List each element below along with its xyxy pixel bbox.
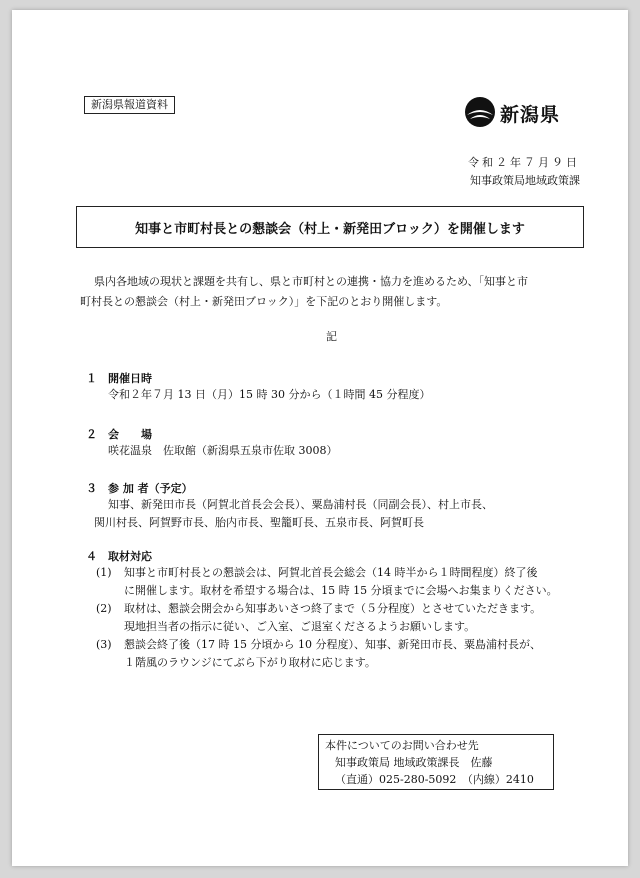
section-line: 令和２年７月 13 日（月）15 時 30 分から（１時間 45 分程度） — [108, 388, 431, 401]
issue-date: 令和２年７月９日 — [468, 156, 580, 169]
section-heading-coverage — [86, 548, 152, 564]
section-number: ３ — [86, 482, 97, 495]
logo-text: 新潟県 — [500, 104, 561, 126]
coverage-item — [96, 600, 596, 636]
contact-person: 知事政策局 地域政策課長 佐藤 — [335, 756, 493, 769]
item-line: １階風のラウンジにてぶら下がり取材に応じます。 — [124, 656, 376, 669]
item-line: に開催します。取材を希望する場合は、15 時 15 分頃までに会場へお集まりください。 — [124, 584, 558, 597]
intro-line: 町村長との懇談会（村上・新発田ブロック）」を下記のとおり開催します。 — [80, 295, 448, 308]
document-title-text: 知事と市町村長との懇談会（村上・新発田ブロック）を開催します — [135, 221, 525, 237]
issuing-department: 知事政策局地域政策課 — [470, 174, 580, 187]
section-body-date — [108, 386, 430, 404]
ki-marker: 記 — [326, 330, 337, 343]
section-number: １ — [86, 372, 97, 385]
section-body-venue — [108, 442, 338, 460]
document-page — [12, 10, 628, 866]
section-line: 知事、新発田市長（阿賀北首長会会長）、粟島浦村長（同副会長）、村上市長、 — [108, 498, 493, 511]
section-line: 咲花温泉 佐取館（新潟県五泉市佐取 3008） — [108, 444, 338, 457]
prefecture-logo — [464, 96, 584, 132]
intro-line: 県内各地域の現状と課題を共有し、県と市町村との連携・協力を進めるため、「知事と市 — [94, 275, 529, 288]
item-number: (1) — [96, 566, 112, 579]
niigata-emblem-icon — [464, 96, 496, 128]
intro-paragraph — [80, 272, 590, 312]
section-number: ４ — [86, 550, 97, 563]
contact-heading: 本件についてのお問い合わせ先 — [325, 739, 479, 752]
coverage-items — [96, 564, 596, 672]
section-line: 関川村長、阿賀野市長、胎内市長、聖籠町長、五泉市長、阿賀町長 — [94, 516, 424, 529]
document-title — [76, 206, 584, 248]
press-release-tag: 新潟県報道資料 — [84, 96, 175, 114]
contact-box — [318, 734, 554, 790]
coverage-item — [96, 636, 596, 672]
section-title: 取材対応 — [108, 550, 152, 563]
contact-phone: （直通）025-280-5092 （内線）2410 — [335, 773, 534, 786]
section-title: 開催日時 — [108, 372, 152, 385]
item-line: 取材は、懇談会開会から知事あいさつ終了まで（５分程度）とさせていただきます。 — [124, 602, 542, 615]
section-heading-participants — [86, 480, 193, 496]
item-line: 現地担当者の指示に従い、ご入室、ご退室くださるようお願いします。 — [124, 620, 476, 633]
section-body-participants — [94, 496, 493, 532]
item-line: 知事と市町村長との懇談会は、阿賀北首長会総会（14 時半から１時間程度）終了後 — [124, 566, 538, 579]
item-number: (3) — [96, 638, 112, 651]
item-line: 懇談会終了後（17 時 15 分頃から 10 分程度）、知事、新発田市長、粟島浦村長が、 — [124, 638, 541, 651]
item-number: (2) — [96, 602, 112, 615]
section-title: 参 加 者（予定） — [108, 482, 193, 495]
section-title: 会 場 — [108, 428, 152, 441]
section-heading-date — [86, 370, 152, 386]
section-number: ２ — [86, 428, 97, 441]
coverage-item — [96, 564, 596, 600]
section-heading-venue — [86, 426, 152, 442]
